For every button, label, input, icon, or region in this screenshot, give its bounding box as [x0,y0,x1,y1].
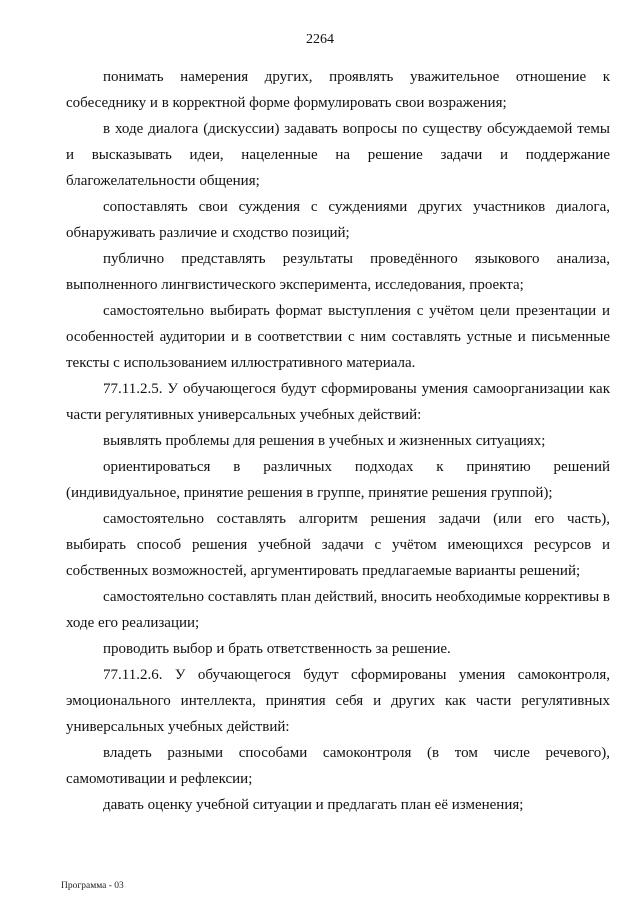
paragraph: проводить выбор и брать ответственность за решение. [103,641,451,657]
paragraph: самостоятельно составлять план действий, вносить необходимые коррективы в ходе его реализации; [66,589,610,631]
paragraph: владеть разными способами самоконтроля (в том числе речевого), самомотивации и рефлексии; [66,745,610,787]
paragraph: понимать намерения других, проявлять уважительное отношение к собеседнику и в корректной форме формулировать свои возражения; [66,69,610,111]
paragraph: публично представлять результаты проведённого языкового анализа, выполненного лингвистического эксперимента, исследования, проекта; [66,251,610,293]
section-heading-paragraph: 77.11.2.5. У обучающегося будут сформированы умения самоорганизации как части регулятивных универсальных учебных действий: [66,381,610,423]
paragraph: сопоставлять свои суждения с суждениями других участников диалога, обнаруживать различие и сходство позиций; [66,199,610,241]
paragraph: в ходе диалога (дискуссии) задавать вопросы по существу обсуждаемой темы и высказывать идеи, нацеленные на решение задачи и поддержание благожелательности общения; [66,121,610,189]
page-number: 2264 [306,32,334,47]
section-heading-paragraph: 77.11.2.6. У обучающегося будут сформированы умения самоконтроля, эмоционального интеллекта, принятия себя и других как части регулятивных универсальных учебных действий: [66,667,610,735]
paragraph: самостоятельно составлять алгоритм решения задачи (или его часть), выбирать способ решения учебной задачи с учётом имеющихся ресурсов и собственных возможностей, аргументировать предлагаемые варианты решений; [66,511,610,579]
paragraph: выявлять проблемы для решения в учебных и жизненных ситуациях; [103,433,546,449]
document-body [66,64,610,818]
footer-label: Программа - 03 [61,881,124,891]
paragraph: давать оценку учебной ситуации и предлагать план её изменения; [103,797,524,813]
paragraph: самостоятельно выбирать формат выступления с учётом цели презентации и особенностей аудитории и в соответствии с ним составлять устные и письменные тексты с использованием иллюстративного материала. [66,303,610,371]
paragraph: ориентироваться в различных подходах к принятию решений (индивидуальное, принятие решения в группе, принятие решения группой); [66,459,610,501]
